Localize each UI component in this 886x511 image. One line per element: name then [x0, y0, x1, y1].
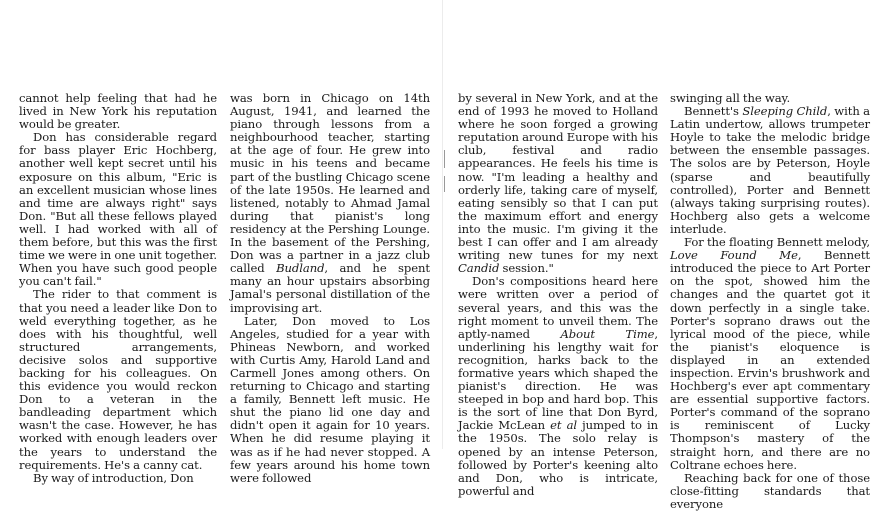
paragraph: Reaching back for one of those close-fitting standards that everyone	[670, 470, 870, 511]
right-page-column-1	[458, 92, 658, 498]
right-page-column-2	[670, 92, 870, 511]
text-run: Bennett's	[684, 104, 743, 119]
text-run: , and he spent many an hour upstairs absorbing Jamal's personal distillation of the improvising art.	[230, 261, 430, 315]
paragraph: cannot help feeling that had he lived in New York his reputation would be greater.	[19, 91, 217, 132]
text-run: , with a Latin undertow, allows trumpeter Hoyle to take the melodic bridge between the ensemble passages. The solos are by Peterson, Hoyle (sparse and beautifully controlled), Porter and Bennett (always taking surprising routes). Hochberg also gets a welcome interlude.	[670, 104, 870, 236]
label-name: Candid	[458, 261, 500, 276]
paragraph	[458, 275, 658, 498]
paragraph: Don has considerable regard for bass player Eric Hochberg, another well kept secret until his exposure on this album, "Eric is an excellent musician whose lines and time are always right" says Don. "But all these fellows played well. I had worked with all of them before, but this was the first time we were in one unit together. When you have such good people you can't fail."	[19, 130, 217, 289]
paragraph: Later, Don moved to Los Angeles, studied for a year with Phineas Newborn, and worked with Curtis Amy, Harold Land and Carmell Jones among others. On returning to Chicago and starting a family, Bennett left music. He shut the piano lid one day and didn't open it again for 10 years. When he did resume playing it was as if he had never stopped. A few years around his home town were followed	[230, 313, 430, 485]
track-title: Sleeping Child	[742, 104, 828, 119]
track-title: Love Found Me	[670, 248, 798, 263]
text-run: For the floating Bennett melody,	[684, 235, 870, 250]
paragraph	[670, 105, 870, 236]
track-title: About Time	[560, 326, 655, 341]
paragraph: By way of introduction, Don	[33, 470, 194, 485]
paragraph	[458, 92, 658, 275]
paragraph	[230, 92, 430, 315]
text-run: was born in Chicago on 14th August, 1941, and learned the piano through lessons from a neighbourhood teacher, starting at the age of four. He grew into music in his teens and became part of the bustling Chicago scene of the late 1950s. He learned and listened, notably to Ahmad Jamal during that pianist's long residency at the Pershing Lounge. In the basement of the Pershing, Don was a partner in a jazz club called	[230, 91, 430, 276]
paragraph	[670, 236, 870, 472]
paragraph: The rider to that comment is that you need a leader like Don to weld everything together, as he does with his thoughtful, well structured arrangements, decisive solos and supportive backing for his colleagues. On this evidence you would reckon Don to a veteran in the bandleading department which wasn't the case. However, he has worked with enough leaders over the years to understand the requirements. He's a canny cat.	[19, 287, 217, 472]
latin-phrase: et al	[550, 418, 578, 433]
text-run: , Bennett introduced the piece to Art Porter on the spot, showed him the changes and the quartet got it down perfectly in a single take. Porter's soprano draws out the lyrical mood of the piece, while the pianist's eloquence is displayed in an extended inspection. Ervin's brushwork and Hochberg's ever apt commentary are essential supportive factors. Porter's command of the soprano is reminiscent of Lucky Thompson's mastery of the straight horn, and there are no Coltrane echoes here.	[670, 248, 870, 472]
scan-mark	[444, 150, 445, 168]
text-run: session."	[499, 261, 554, 276]
text-run: , underlining his lengthy wait for recognition, harks back to the formative years which shaped the pianist's direction. He was steeped in bop and hard bop. This is the sort of line that Don Byrd, Jackie McLean	[458, 326, 659, 433]
text-run: jumped to in the 1950s. The solo relay is opened by an intense Peterson, followed by Porter's keening alto and Don, who is intricate, powerful and	[458, 418, 659, 498]
paragraph: swinging all the way.	[670, 91, 791, 105]
text-run: by several in New York, and at the end of 1993 he moved to Holland where he soon forged a growing reputation around Europe with his club, festival and radio appearances. He feels his time is now. "I'm leading a healthy and orderly life, taking care of myself, eating sensibly so that I can put the maximum effort and energy into the music. I'm giving it the best I can offer and I am already writing new tunes for my next	[458, 91, 658, 263]
scan-mark	[444, 176, 445, 192]
text-run: Don's compositions heard here were written over a period of several years, and this was the right moment to unveil them. The aptly-named	[458, 274, 658, 341]
left-page-column-2	[230, 92, 430, 485]
left-page	[0, 0, 443, 485]
club-name: Budland	[276, 261, 325, 276]
left-page-column-1	[19, 92, 217, 485]
right-page	[443, 0, 886, 511]
